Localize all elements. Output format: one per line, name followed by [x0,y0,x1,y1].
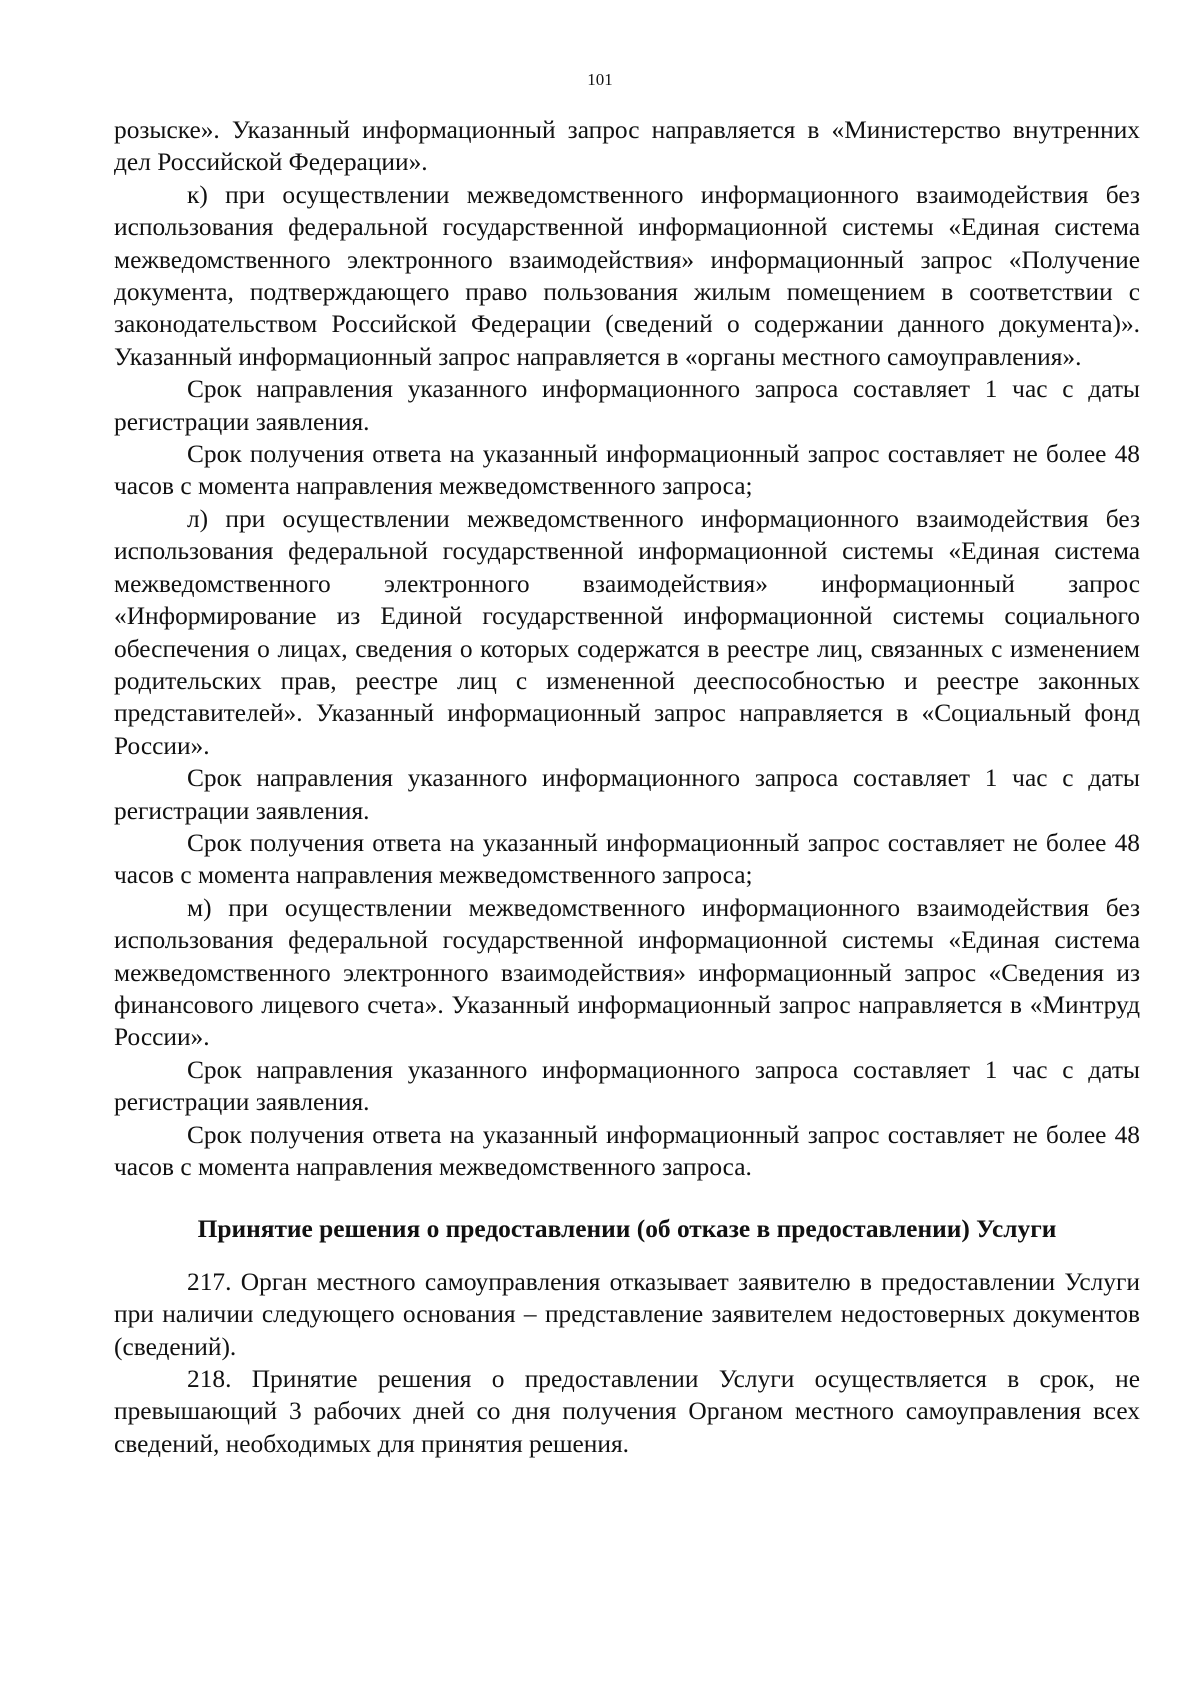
section-heading: Принятие решения о предоставлении (об отказе в предоставлении) Услуги [197,1215,1057,1244]
paragraph-item-k: к) при осуществлении межведомственного информационного взаимодействия без использования федеральной государственной информационной системы «Единая система межведомственного электронного взаимодействия» информационный запрос «Получение документа, подтверждающего право пользования жилым помещением в соответствии с законодательством Российской Федерации (сведений о содержании данного документа)». Указанный информационный запрос направляется в «органы местного самоуправления». [114,180,1140,371]
page-number: 101 [587,70,613,89]
paragraph-response-deadline: Срок получения ответа на указанный информационный запрос составляет не более 48 часов с момента направления межведомственного запроса; [114,440,1140,501]
paragraph-continuation: розыске». Указанный информационный запрос направляется в «Министерство внутренних дел Российской Федерации». [114,116,1140,177]
paragraph-218: 218. Принятие решения о предоставлении Услуги осуществляется в срок, не превышающий 3 рабочих дней со дня получения Органом местного самоуправления всех сведений, необходимых для принятия решения. [114,1365,1140,1458]
paragraph-response-deadline: Срок получения ответа на указанный информационный запрос составляет не более 48 часов с момента направления межведомственного запроса. [114,1120,1140,1181]
paragraph-request-deadline: Срок направления указанного информационного запроса составляет 1 час с даты регистрации заявления. [114,764,1140,825]
paragraph-item-m: м) при осуществлении межведомственного информационного взаимодействия без использования федеральной государственной информационной системы «Единая система межведомственного электронного взаимодействия» информационный запрос «Сведения из финансового лицевого счета». Указанный информационный запрос направляется в «Минтруд России». [114,893,1140,1052]
paragraph-request-deadline: Срок направления указанного информационного запроса составляет 1 час с даты регистрации заявления. [114,1055,1140,1117]
document-body [114,114,1140,1460]
paragraph-item-l: л) при осуществлении межведомственного информационного взаимодействия без использования федеральной государственной информационной системы «Единая система межведомственного электронного взаимодействия» информационный запрос «Информирование из Единой государственной информационной системы социального обеспечения о лицах, сведения о которых содержатся в реестре лиц, связанных с изменением родительских прав, реестре лиц с измененной дееспособностью и реестре законных представителей». Указанный информационный запрос направляется в «Социальный фонд России». [114,504,1140,760]
paragraph-217: 217. Орган местного самоуправления отказывает заявителю в предоставлении Услуги при наличии следующего основания – представление заявителем недостоверных документов (сведений). [114,1267,1140,1361]
paragraph-response-deadline: Срок получения ответа на указанный информационный запрос составляет не более 48 часов с момента направления межведомственного запроса; [114,828,1140,890]
paragraph-request-deadline: Срок направления указанного информационного запроса составляет 1 час с даты регистрации заявления. [114,375,1140,436]
